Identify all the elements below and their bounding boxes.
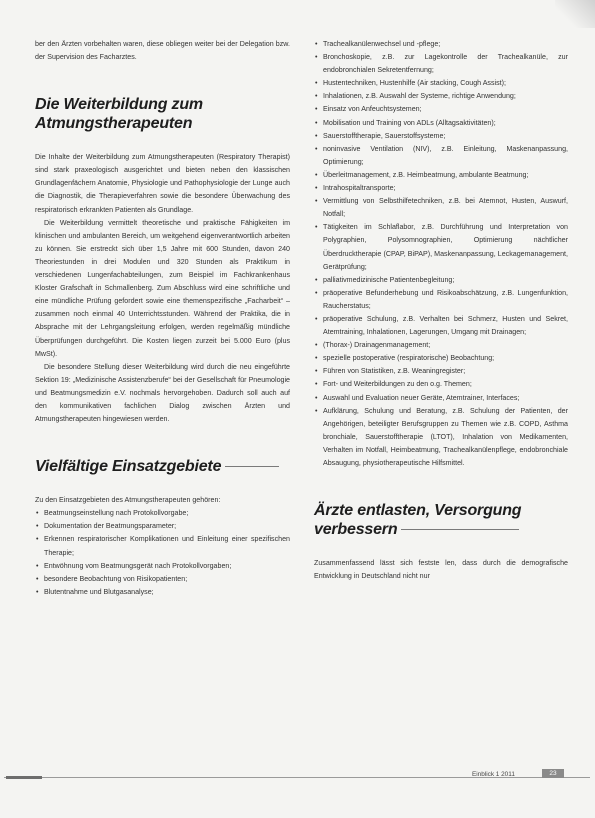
list-item: • Einsatz von Anfeuchtsystemen; [314, 103, 568, 116]
paragraph-sektion: Die besondere Stellung dieser Weiterbildung wird durch die neu eingeführte Sektion 19: „Medizinische Assistenzberufe“ bei der Gesellschaft für Pneumologie und Beatmungsmedizin e.V. nochmals hervorgehoben. Dadurch soll auch auf den kommunikativen fachlichen Dialog zwischen Ärzten und Atmungstherapeuten hingewiesen werden. [35, 362, 290, 424]
page-number: 23 [542, 769, 564, 778]
paragraph-inhalte: Die Inhalte der Weiterbildung zum Atmungstherapeuten (Respiratory Therapist) sind stark praxeologisch ausgerichtet und bieten neben den klassischen Grundlagenfächern Anatomie, Physiologie und Pathophysiologie der Lunge auch die Diagnostik, die Therapieverfahren sowie die besondere Überwachung des respiratorisch erkrankten Patienten als Grundlage. [35, 153, 290, 214]
list-item: • Führen von Statistiken, z.B. Weaningregister; [314, 365, 568, 378]
list-item: • präoperative Schulung, z.B. Verhalten bei Schmerz, Husten und Sekret, Atemtraining, Inhalationen, Lagerungen, Umgang mit Drainagen; [314, 313, 568, 339]
list-item: • Auswahl und Evaluation neuer Geräte, Atemtrainer, Interfaces; [314, 392, 568, 405]
list-item: • noninvasive Ventilation (NIV), z.B. Einleitung, Maskenanpassung, Optimierung; [314, 143, 568, 169]
right-column [314, 38, 568, 583]
list-item: • präoperative Befunderhebung und Risikoabschätzung, z.B. Lungenfunktion, Raucherstatus; [314, 287, 568, 313]
list-item: • Mobilisation und Training von ADLs (Alltagsaktivitäten); [314, 117, 568, 130]
list-item: • Tätigkeiten im Schlaflabor, z.B. Durchführung und Interpretation von Polygraphien, Polysomnographien, Optimierung nächtlicher Überdrucktherapie (CPAP, BiPAP), Maskenanpassung, Leckagemanagement, Gerätprüfung; [314, 221, 568, 273]
right-bullet-list [314, 38, 568, 470]
paragraph-zusammenfassend: Zusammenfassend lässt sich festste len, dass durch die demografische Entwicklung in Deutschland nicht nur [314, 559, 568, 581]
list-item: • Erkennen respiratorischer Komplikationen und Einleitung einer spezifischen Therapie; [35, 533, 290, 559]
heading-rule [401, 529, 519, 530]
page-corner-fold [555, 0, 595, 28]
heading-weiterbildung: Die Weiterbildung zum Atmungstherapeuten [35, 96, 203, 133]
list-item: • Hustentechniken, Hustenhilfe (Air stacking, Cough Assist); [314, 77, 568, 90]
footer-mark [6, 776, 42, 779]
heading-aerzte-entlasten: Ärzte entlasten, Versorgung verbessern [314, 502, 522, 539]
list-item: • spezielle postoperative (respiratorische) Beobachtung; [314, 352, 568, 365]
list-item: • Dokumentation der Beatmungsparameter; [35, 520, 290, 533]
list-item: • (Thorax-) Drainagenmanagement; [314, 339, 568, 352]
list-item: • Intrahospitaltransporte; [314, 182, 568, 195]
list-item: • Entwöhnung vom Beatmungsgerät nach Protokollvorgaben; [35, 560, 290, 573]
list-item: • Inhalationen, z.B. Auswahl der Systeme, richtige Anwendung; [314, 90, 568, 103]
list-item: • Bronchoskopie, z.B. zur Lagekontrolle der Trachealkanüle, zur endobronchialen Sekretentfernung; [314, 51, 568, 77]
left-column [35, 38, 290, 599]
list-item: • Beatmungseinstellung nach Protokollvorgabe; [35, 507, 290, 520]
list-item: • Blutentnahme und Blutgasanalyse; [35, 586, 290, 599]
list-item: • Sauerstofftherapie, Sauerstoffsysteme; [314, 130, 568, 143]
list-item: • besondere Beobachtung von Risikopatienten; [35, 573, 290, 586]
list-item: • palliativmedizinische Patientenbegleitung; [314, 274, 568, 287]
footer-source: Einblick 1 2011 [472, 771, 515, 778]
list-item: • Vermittlung von Selbsthilfetechniken, z.B. bei Atemnot, Husten, Auswurf, Notfall; [314, 195, 568, 221]
list-item: • Überleitmanagement, z.B. Heimbeatmung, ambulante Beatmung; [314, 169, 568, 182]
list-item: • Aufklärung, Schulung und Beratung, z.B. Schulung der Patienten, der Angehörigen, beteiligter Berufsgruppen zu Themen wie z.B. COPD, Asthma bronchiale, Sauerstofftherapie (LTOT), Inhalation von Medikamenten, Verhalten im Notfall, Heimbeatmung, Trachealkanülenpflege, endobronchiale Absaugung, physiotherapeutische Hilfsmittel. [314, 405, 568, 470]
heading-rule [225, 466, 279, 467]
left-bullet-list [35, 507, 290, 599]
paragraph-einsatz-intro: Zu den Einsatzgebieten des Atmungstherapeuten gehören: [35, 496, 221, 505]
list-item: • Fort- und Weiterbildungen zu den o.g. Themen; [314, 378, 568, 391]
heading-einsatzgebiete: Vielfältige Einsatzgebiete [35, 457, 290, 476]
list-item: • Trachealkanülenwechsel und -pflege; [314, 38, 568, 51]
paragraph-praxis: Die Weiterbildung vermittelt theoretische und praktische Fähigkeiten im klinischen und ambulanten Bereich, um weitgehend eigenverantwortlich arbeiten zu können. Sie erstreckt sich über 1,5 Jahre mit 600 Stunden, davon 240 Theoriestunden in drei Modulen und 320 Stunden als Praktikum in verschiedenen Lungenfachabteilungen, zum Beispiel im Fachkrankenhaus Kloster Grafschaft in Schmallenberg. Zum Abschluss wird eine schriftliche und eine mündliche Prüfung gefordert sowie eine themenspezifische „Facharbeit“ – zusammen noch einmal 40 Unterrichtsstunden. Während der Praktika, die in Absprache mit der Lehrgangsleitung erfolgen, werden regelmäßig mündliche Überprüfungen durchgeführt. Die Kosten liegen zurzeit bei 5.000 Euro (plus MwSt). [35, 218, 290, 358]
intro-paragraph: ber den Ärzten vorbehalten waren, diese obliegen weiter bei der Delegation bzw. der Supervision des Facharztes. [35, 40, 290, 62]
